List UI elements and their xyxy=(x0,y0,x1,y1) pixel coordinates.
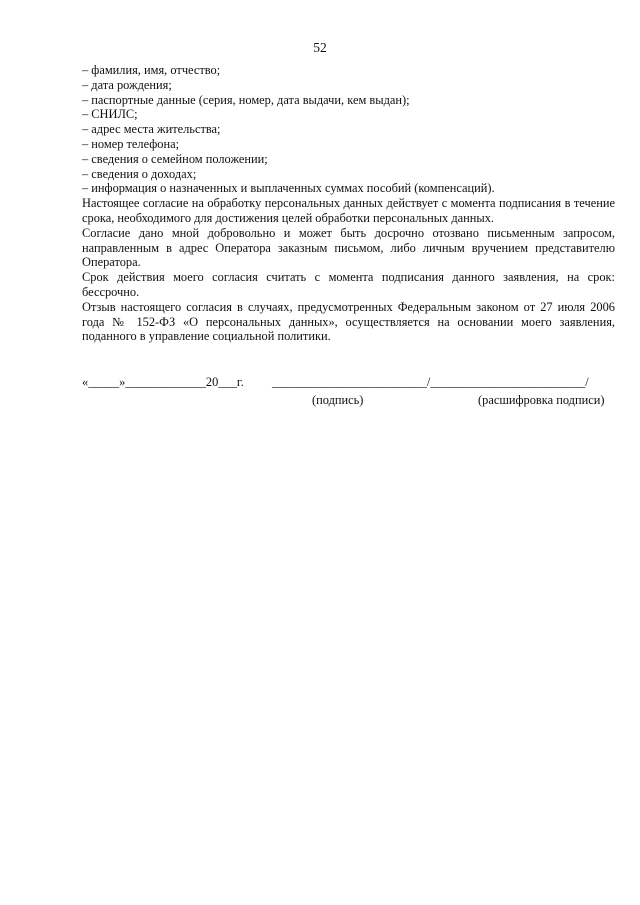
date-line: «_____»_____________20___г. xyxy=(82,375,244,389)
paragraph-consent-revocation: Согласие дано мной добровольно и может быть досрочно отозвано письменным запросом, направленным в адрес Оператора заказным письмом, либо личным вручением представителю Оператора. xyxy=(82,225,615,270)
signature-block xyxy=(82,375,617,415)
signature-line: _________________________/_________________________/ xyxy=(272,375,589,389)
signature-caption: (подпись) xyxy=(312,393,364,407)
list-item-address: – адрес места жительства; xyxy=(82,122,221,137)
list-item-income: – сведения о доходах; xyxy=(82,166,197,181)
signature-decoding-caption: (расшифровка подписи) xyxy=(478,393,605,407)
list-item-snils: – СНИЛС; xyxy=(82,107,138,122)
paragraph-consent-term: Срок действия моего согласия считать с момента подписания данного заявления, на срок: бессрочно. xyxy=(82,270,615,299)
list-item-full-name: – фамилия, имя, отчество; xyxy=(82,63,221,77)
document-body xyxy=(82,63,615,344)
list-item-phone: – номер телефона; xyxy=(82,136,180,151)
list-item-passport: – паспортные данные (серия, номер, дата выдачи, кем выдан); xyxy=(82,92,410,107)
list-item-benefits: – информация о назначенных и выплаченных суммах пособий (компенсаций). xyxy=(82,181,495,196)
list-item-birth-date: – дата рождения; xyxy=(82,77,172,92)
list-item-family-status: – сведения о семейном положении; xyxy=(82,151,268,166)
page-number: 52 xyxy=(313,40,327,55)
paragraph-consent-validity: Настоящее согласие на обработку персональных данных действует с момента подписания в течение срока, необходимого для достижения целей обработки персональных данных. xyxy=(82,196,615,225)
paragraph-withdrawal: Отзыв настоящего согласия в случаях, предусмотренных Федеральным законом от 27 июля 2006 года № 152-ФЗ «О персональных данных», осуществляется на основании моего заявления, поданного в управление социальной политики. xyxy=(82,299,615,344)
